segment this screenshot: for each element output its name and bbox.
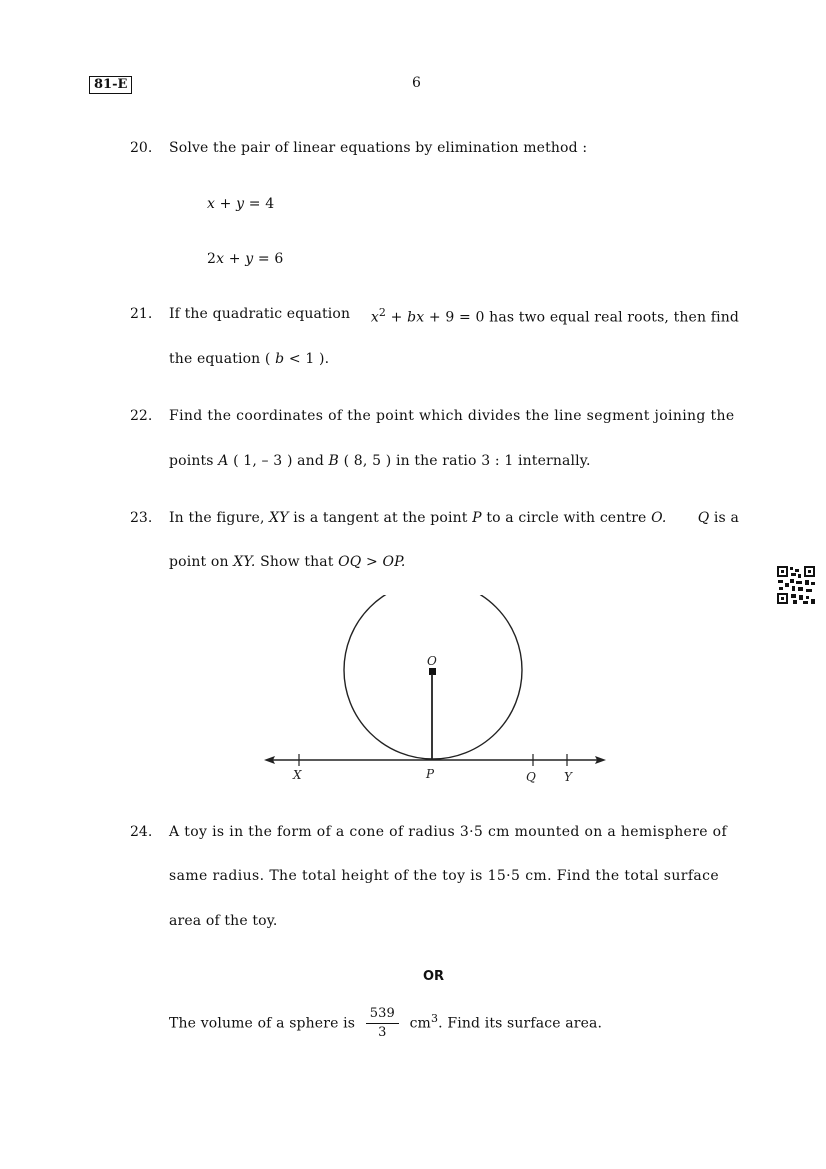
tangent-circle-figure [255, 595, 615, 795]
var-x: x [216, 251, 225, 267]
unit-exponent: 3 [430, 1011, 439, 1025]
label-q: Q [526, 770, 536, 784]
text-run [698, 510, 739, 526]
question-line: area of the toy. [169, 913, 278, 929]
text: to a circle with centre [481, 510, 652, 526]
question-line [169, 510, 739, 526]
math: XY [269, 510, 289, 526]
var-b: b [275, 351, 285, 367]
denominator: 3 [378, 1025, 387, 1040]
circle [344, 595, 522, 759]
point-b: B [328, 453, 339, 469]
text: < 1 ). [284, 351, 330, 367]
text: point on [169, 554, 234, 570]
question-line [169, 554, 405, 570]
question-line [169, 306, 739, 326]
exponent: 2 [378, 306, 387, 319]
text: Show that [255, 554, 339, 570]
math: XY. [233, 554, 256, 570]
var-x: x [207, 196, 216, 212]
question-line [169, 453, 591, 469]
label-o: O [427, 654, 437, 668]
text: . Find its surface area. [438, 1015, 603, 1032]
text: + 9 = 0 has two equal real roots, then find [424, 309, 739, 326]
question-line: same radius. The total height of the toy is 15·5 cm. Find the total surface [169, 868, 720, 884]
alternative-question [169, 1005, 602, 1042]
centre-point [429, 668, 436, 675]
math: O. [651, 510, 667, 526]
text: ( 1, – 3 ) and [228, 453, 329, 469]
math: OQ > OP. [338, 554, 406, 570]
text: In the figure, [169, 510, 270, 526]
text: the equation ( [169, 351, 276, 367]
equation-1 [207, 196, 274, 212]
eq-coef: 2 [207, 251, 217, 267]
text: points [169, 453, 219, 469]
eq-rhs: = 6 [253, 251, 284, 267]
label-x: X [293, 768, 302, 782]
eq-rhs: = 4 [244, 196, 275, 212]
or-separator: OR [423, 969, 445, 984]
text: is a tangent at the point [288, 510, 473, 526]
question-number: 20. [130, 140, 153, 156]
unit: cm [409, 1015, 431, 1032]
math: Q [697, 510, 710, 526]
question-number: 24. [130, 824, 153, 840]
paper-code: 81-E [89, 76, 132, 94]
var-y: y [236, 196, 245, 212]
question-number: 21. [130, 306, 153, 322]
text: is a [709, 510, 739, 526]
eq-op: + [215, 196, 237, 212]
label-y: Y [564, 770, 572, 784]
var-bx: bx [407, 309, 425, 326]
text-run [169, 510, 667, 526]
question-line: Find the coordinates of the point which divides the line segment joining the [169, 408, 735, 424]
var-y: y [245, 251, 254, 267]
equation-2 [207, 251, 283, 267]
question-text: Solve the pair of linear equations by elimination method : [169, 140, 588, 156]
op: + [386, 309, 408, 326]
fraction [366, 1005, 399, 1042]
label-p: P [426, 767, 435, 781]
math: P [472, 510, 482, 526]
math [371, 306, 739, 326]
var-x: x [370, 309, 379, 326]
question-number: 22. [130, 408, 153, 424]
eq-op: + [224, 251, 246, 267]
text: If the quadratic equation [169, 306, 351, 322]
question-line [169, 351, 329, 367]
text: The volume of a sphere is [169, 1015, 356, 1032]
text: ( 8, 5 ) in the ratio 3 : 1 internally. [339, 453, 591, 469]
page-number: 6 [412, 75, 421, 91]
point-a: A [218, 453, 229, 469]
qr-code-icon [776, 565, 816, 605]
question-line: A toy is in the form of a cone of radius 3·5 cm mounted on a hemisphere of [169, 824, 727, 840]
numerator: 539 [366, 1005, 399, 1024]
question-number: 23. [130, 510, 153, 526]
